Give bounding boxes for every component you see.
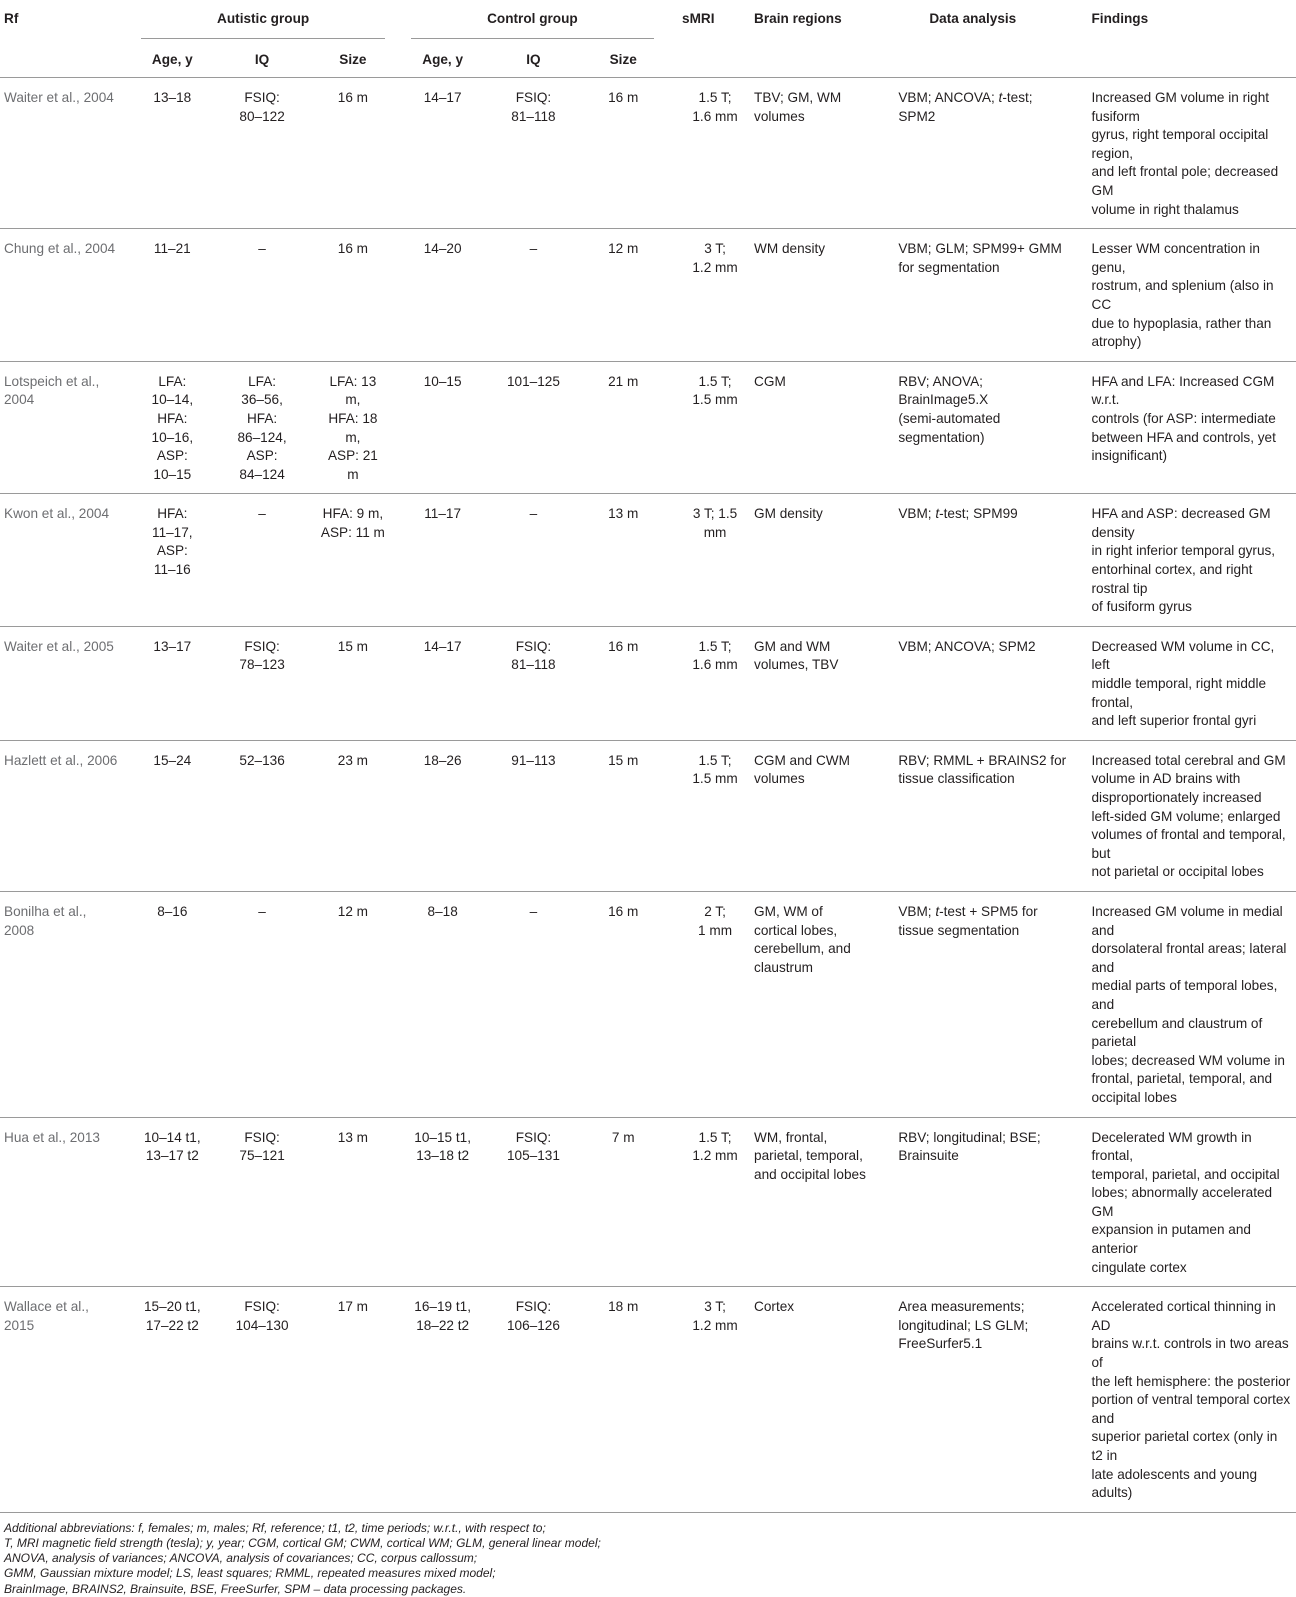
- cell-brain-regions: TBV; GM, WM volumes: [748, 78, 887, 229]
- cell-control-iq: –: [475, 494, 593, 627]
- footnote-line: BrainImage, BRAINS2, Brainsuite, BSE, FreeSurfer, SPM – data processing packages.: [4, 1582, 1296, 1597]
- table-row: [0, 1287, 1296, 1513]
- table-row: [0, 229, 1296, 362]
- cell-autistic-size: 17 m: [321, 1287, 385, 1513]
- cell-control-size: 13 m: [592, 494, 654, 627]
- cell-findings: Increased total cerebral and GM volume in AD brains with disproportionately increased left-sided GM volume; enlarged volumes of frontal and temporal, but not parietal or occipital lobes: [1088, 740, 1296, 891]
- col-header-autistic-group: Autistic group: [141, 0, 385, 39]
- cell-autistic-iq: –: [203, 229, 321, 362]
- cell-reference: Waiter et al., 2004: [0, 78, 141, 229]
- cell-smri: 1.5 T; 1.2 mm: [682, 1117, 748, 1287]
- cell-findings: Decreased WM volume in CC, left middle temporal, right middle frontal, and left superior frontal gyri: [1088, 626, 1296, 740]
- cell-control-iq: –: [475, 891, 593, 1117]
- cell-control-iq: 91–113: [475, 740, 593, 891]
- table-row: [0, 361, 1296, 494]
- cell-control-size: 16 m: [592, 626, 654, 740]
- cell-smri: 3 T; 1.5 mm: [682, 494, 748, 627]
- col-header-control-group: Control group: [411, 0, 655, 39]
- cell-autistic-iq: FSIQ: 75–121: [203, 1117, 321, 1287]
- col-header-rf: Rf: [0, 0, 141, 39]
- cell-control-age: 14–17: [411, 78, 475, 229]
- cell-autistic-age: 10–14 t1, 13–17 t2: [141, 1117, 203, 1287]
- cell-brain-regions: WM, frontal, parietal, temporal, and occipital lobes: [748, 1117, 887, 1287]
- cell-reference: Waiter et al., 2005: [0, 626, 141, 740]
- cell-smri: 1.5 T; 1.5 mm: [682, 740, 748, 891]
- cell-autistic-age: 8–16: [141, 891, 203, 1117]
- cell-control-age: 8–18: [411, 891, 475, 1117]
- footnote-line: GMM, Gaussian mixture model; LS, least squares; RMML, repeated measures mixed model;: [4, 1566, 1296, 1581]
- cell-control-size: 16 m: [592, 891, 654, 1117]
- cell-brain-regions: GM density: [748, 494, 887, 627]
- cell-autistic-iq: 52–136: [203, 740, 321, 891]
- table-row: [0, 494, 1296, 627]
- cell-control-size: 16 m: [592, 78, 654, 229]
- cell-control-size: 18 m: [592, 1287, 654, 1513]
- cell-autistic-age: LFA: 10–14, HFA: 10–16, ASP: 10–15: [141, 361, 203, 494]
- col-header-data-analysis: Data analysis: [887, 0, 1087, 39]
- cell-smri: 1.5 T; 1.6 mm: [682, 626, 748, 740]
- cell-control-age: 11–17: [411, 494, 475, 627]
- cell-control-size: 21 m: [592, 361, 654, 494]
- cell-data-analysis: VBM; GLM; SPM99+ GMM for segmentation: [887, 229, 1087, 362]
- cell-autistic-size: LFA: 13 m, HFA: 18 m, ASP: 21 m: [321, 361, 385, 494]
- cell-autistic-age: 11–21: [141, 229, 203, 362]
- cell-reference: Wallace et al., 2015: [0, 1287, 141, 1513]
- cell-control-iq: FSIQ: 81–118: [475, 78, 593, 229]
- col-header-smri: sMRI: [682, 0, 748, 39]
- cell-autistic-size: 23 m: [321, 740, 385, 891]
- cell-reference: Bonilha et al., 2008: [0, 891, 141, 1117]
- cell-data-analysis: VBM; t-test + SPM5 for tissue segmentation: [887, 891, 1087, 1117]
- cell-autistic-age: 13–17: [141, 626, 203, 740]
- col-header-autistic-iq: IQ: [203, 39, 321, 78]
- cell-autistic-iq: –: [203, 494, 321, 627]
- cell-autistic-size: 16 m: [321, 229, 385, 362]
- cell-findings: Increased GM volume in right fusiform gyrus, right temporal occipital region, and left frontal pole; decreased GM volume in right thalamus: [1088, 78, 1296, 229]
- cell-autistic-size: 16 m: [321, 78, 385, 229]
- cell-control-age: 14–17: [411, 626, 475, 740]
- table-row: [0, 1117, 1296, 1287]
- cell-data-analysis: RBV; longitudinal; BSE; Brainsuite: [887, 1117, 1087, 1287]
- cell-brain-regions: CGM and CWM volumes: [748, 740, 887, 891]
- cell-findings: Increased GM volume in medial and dorsolateral frontal areas; lateral and medial parts of temporal lobes, and cerebellum and claustrum of parietal lobes; decreased WM volume in frontal, parietal, temporal, and occipital lobes: [1088, 891, 1296, 1117]
- cell-data-analysis: RBV; RMML + BRAINS2 for tissue classification: [887, 740, 1087, 891]
- cell-brain-regions: GM, WM of cortical lobes, cerebellum, and claustrum: [748, 891, 887, 1117]
- cell-data-analysis: VBM; ANCOVA; SPM2: [887, 626, 1087, 740]
- cell-control-iq: FSIQ: 106–126: [475, 1287, 593, 1513]
- footnote-line: Additional abbreviations: f, females; m, males; Rf, reference; t1, t2, time periods; w.r.t., with respect to;: [4, 1521, 1296, 1536]
- cell-smri: 3 T; 1.2 mm: [682, 1287, 748, 1513]
- cell-brain-regions: GM and WM volumes, TBV: [748, 626, 887, 740]
- cell-autistic-iq: FSIQ: 78–123: [203, 626, 321, 740]
- cell-smri: 2 T; 1 mm: [682, 891, 748, 1117]
- col-header-brain-regions: Brain regions: [748, 0, 887, 39]
- cell-data-analysis: Area measurements; longitudinal; LS GLM; FreeSurfer5.1: [887, 1287, 1087, 1513]
- cell-control-age: 14–20: [411, 229, 475, 362]
- col-header-autistic-size: Size: [321, 39, 385, 78]
- cell-autistic-size: 13 m: [321, 1117, 385, 1287]
- cell-autistic-age: 15–24: [141, 740, 203, 891]
- cell-autistic-iq: LFA: 36–56, HFA: 86–124, ASP: 84–124: [203, 361, 321, 494]
- cell-smri: 1.5 T; 1.5 mm: [682, 361, 748, 494]
- cell-autistic-age: HFA: 11–17, ASP: 11–16: [141, 494, 203, 627]
- cell-reference: Lotspeich et al., 2004: [0, 361, 141, 494]
- cell-reference: Chung et al., 2004: [0, 229, 141, 362]
- cell-control-size: 12 m: [592, 229, 654, 362]
- cell-control-size: 15 m: [592, 740, 654, 891]
- cell-autistic-age: 13–18: [141, 78, 203, 229]
- cell-reference: Hazlett et al., 2006: [0, 740, 141, 891]
- cell-autistic-size: 15 m: [321, 626, 385, 740]
- cell-data-analysis: RBV; ANOVA; BrainImage5.X (semi-automated segmentation): [887, 361, 1087, 494]
- cell-findings: Decelerated WM growth in frontal, temporal, parietal, and occipital lobes; abnormally accelerated GM expansion in putamen and anterior cingulate cortex: [1088, 1117, 1296, 1287]
- cell-findings: Lesser WM concentration in genu, rostrum, and splenium (also in CC due to hypoplasia, rather than atrophy): [1088, 229, 1296, 362]
- table-footnote: [0, 1513, 1296, 1597]
- cell-findings: HFA and ASP: decreased GM density in right inferior temporal gyrus, entorhinal cortex, and right rostral tip of fusiform gyrus: [1088, 494, 1296, 627]
- cell-smri: 1.5 T; 1.6 mm: [682, 78, 748, 229]
- table-row: [0, 626, 1296, 740]
- footnote-line: ANOVA, analysis of variances; ANCOVA, analysis of covariances; CC, corpus callossum;: [4, 1551, 1296, 1566]
- cell-control-age: 18–26: [411, 740, 475, 891]
- col-header-control-size: Size: [592, 39, 654, 78]
- cell-brain-regions: Cortex: [748, 1287, 887, 1513]
- table-row: [0, 740, 1296, 891]
- cell-autistic-iq: FSIQ: 80–122: [203, 78, 321, 229]
- cell-autistic-iq: –: [203, 891, 321, 1117]
- col-header-control-age: Age, y: [411, 39, 475, 78]
- cell-control-iq: 101–125: [475, 361, 593, 494]
- cell-findings: HFA and LFA: Increased CGM w.r.t. controls (for ASP: intermediate between HFA and controls, yet insignificant): [1088, 361, 1296, 494]
- cell-autistic-iq: FSIQ: 104–130: [203, 1287, 321, 1513]
- cell-autistic-size: 12 m: [321, 891, 385, 1117]
- cell-autistic-age: 15–20 t1, 17–22 t2: [141, 1287, 203, 1513]
- cell-control-iq: FSIQ: 105–131: [475, 1117, 593, 1287]
- cell-brain-regions: CGM: [748, 361, 887, 494]
- cell-control-iq: FSIQ: 81–118: [475, 626, 593, 740]
- cell-brain-regions: WM density: [748, 229, 887, 362]
- cell-control-age: 16–19 t1, 18–22 t2: [411, 1287, 475, 1513]
- cell-control-size: 7 m: [592, 1117, 654, 1287]
- cell-autistic-size: HFA: 9 m, ASP: 11 m: [321, 494, 385, 627]
- footnote-line: T, MRI magnetic field strength (tesla); y, year; CGM, cortical GM; CWM, cortical WM; GLM, general linear model;: [4, 1536, 1296, 1551]
- cell-control-age: 10–15 t1, 13–18 t2: [411, 1117, 475, 1287]
- table-row: [0, 78, 1296, 229]
- cell-reference: Kwon et al., 2004: [0, 494, 141, 627]
- cell-smri: 3 T; 1.2 mm: [682, 229, 748, 362]
- cell-control-age: 10–15: [411, 361, 475, 494]
- cell-control-iq: –: [475, 229, 593, 362]
- col-header-control-iq: IQ: [475, 39, 593, 78]
- col-header-findings: Findings: [1088, 0, 1296, 39]
- cell-findings: Accelerated cortical thinning in AD brains w.r.t. controls in two areas of the left hemisphere: the posterior portion of ventral temporal cortex and superior parietal cortex (only in t2 in late adolescents and young adults): [1088, 1287, 1296, 1513]
- col-header-autistic-age: Age, y: [141, 39, 203, 78]
- cell-data-analysis: VBM; ANCOVA; t-test; SPM2: [887, 78, 1087, 229]
- table-row: [0, 891, 1296, 1117]
- cell-reference: Hua et al., 2013: [0, 1117, 141, 1287]
- cell-data-analysis: VBM; t-test; SPM99: [887, 494, 1087, 627]
